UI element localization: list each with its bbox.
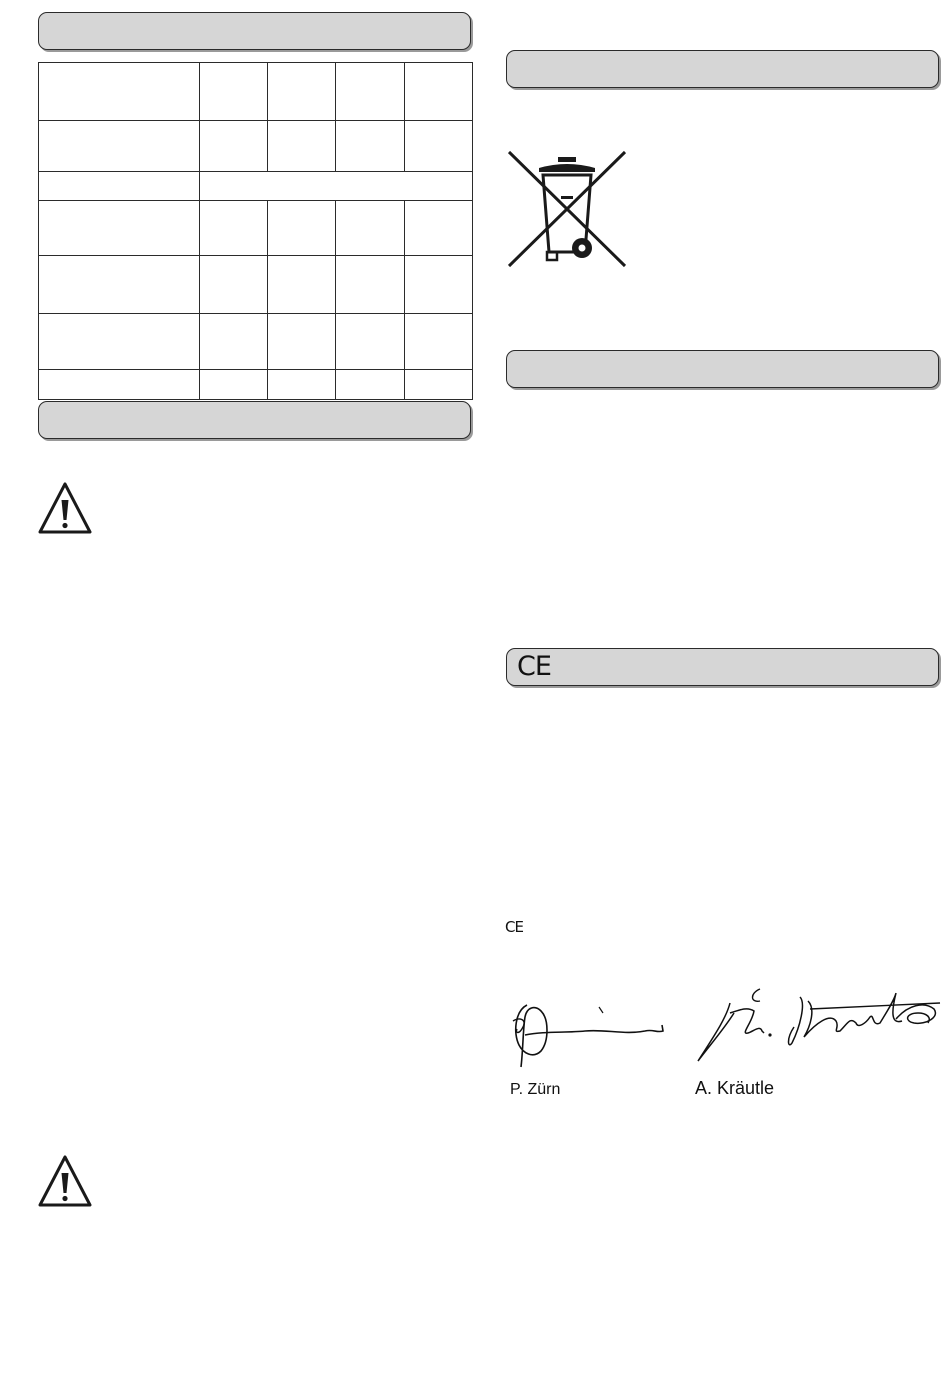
table-cell bbox=[268, 201, 336, 256]
table-cell bbox=[268, 370, 336, 400]
table-cell bbox=[405, 121, 473, 172]
table-cell bbox=[268, 256, 336, 314]
table-cell bbox=[39, 63, 200, 121]
spec-table bbox=[38, 62, 473, 400]
signature-a-krautle-image bbox=[690, 983, 942, 1067]
table-cell bbox=[405, 370, 473, 400]
signatory-name-2: A. Kräutle bbox=[695, 1078, 775, 1098]
table-cell bbox=[39, 121, 200, 172]
table-cell bbox=[336, 314, 405, 370]
warning-triangle-icon bbox=[36, 1153, 94, 1209]
table-row bbox=[39, 201, 473, 256]
table-row bbox=[39, 121, 473, 172]
table-cell bbox=[268, 121, 336, 172]
table-merged-cell bbox=[200, 172, 473, 201]
table-cell bbox=[39, 370, 200, 400]
section-header-bar-3 bbox=[506, 50, 939, 88]
table-cell bbox=[405, 314, 473, 370]
table-cell bbox=[39, 172, 200, 201]
table-cell bbox=[268, 314, 336, 370]
signature-p-zurn-image bbox=[505, 993, 670, 1075]
table-row bbox=[39, 370, 473, 400]
table-row bbox=[39, 172, 473, 201]
table-cell bbox=[405, 201, 473, 256]
table-cell bbox=[39, 201, 200, 256]
section-header-bar-2 bbox=[38, 401, 471, 439]
signatory-name-1: P. Zürn bbox=[510, 1081, 561, 1098]
table-cell bbox=[405, 63, 473, 121]
table-row bbox=[39, 256, 473, 314]
table-cell bbox=[200, 121, 268, 172]
table-cell bbox=[336, 256, 405, 314]
table-cell bbox=[200, 256, 268, 314]
table-cell bbox=[336, 370, 405, 400]
section-header-bar-4 bbox=[506, 350, 939, 388]
small-ce-mark: CE bbox=[505, 918, 523, 936]
table-cell bbox=[200, 370, 268, 400]
table-cell bbox=[200, 201, 268, 256]
table-header-row bbox=[39, 63, 473, 121]
table-cell bbox=[405, 256, 473, 314]
ce-mark: CE bbox=[517, 651, 551, 682]
ce-section-header-bar bbox=[506, 648, 939, 686]
table-cell bbox=[200, 63, 268, 121]
table-row bbox=[39, 314, 473, 370]
table-cell bbox=[200, 314, 268, 370]
section-header-bar-1 bbox=[38, 12, 471, 50]
table-cell bbox=[336, 121, 405, 172]
table-cell bbox=[336, 201, 405, 256]
table-cell bbox=[39, 256, 200, 314]
table-cell bbox=[268, 63, 336, 121]
table-cell bbox=[336, 63, 405, 121]
crossed-out-wheeled-bin-icon bbox=[503, 148, 631, 270]
table-cell bbox=[39, 314, 200, 370]
warning-triangle-icon bbox=[36, 480, 94, 536]
